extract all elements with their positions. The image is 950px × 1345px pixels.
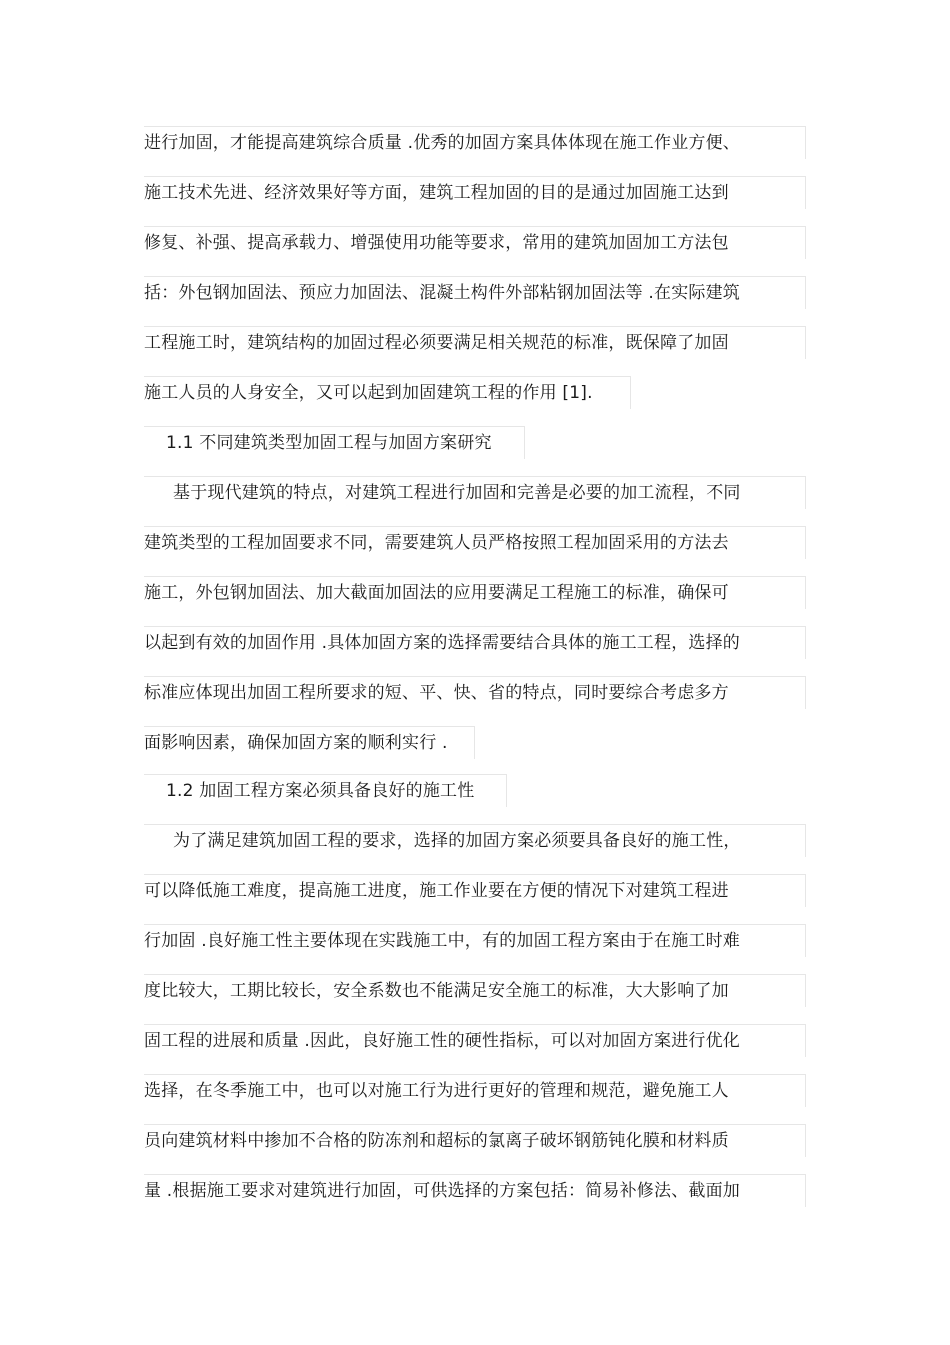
paragraph-line: 面影响因素，确保加固方案的顺利实行 . [144, 733, 448, 753]
paragraph-line: 以起到有效的加固作用 .具体加固方案的选择需要结合具体的施工工程，选择的 [144, 633, 741, 653]
paragraph-line: 度比较大，工期比较长，安全系数也不能满足安全施工的标准，大大影响了加 [144, 981, 729, 1001]
paragraph-line: 建筑类型的工程加固要求不同，需要建筑人员严格按照工程加固采用的方法去 [144, 533, 729, 553]
paragraph-line: 员向建筑材料中掺加不合格的防冻剂和超标的氯离子破坏钢筋钝化膜和材料质 [144, 1131, 729, 1151]
paragraph-line: 选择，在冬季施工中，也可以对施工行为进行更好的管理和规范，避免施工人 [144, 1081, 729, 1101]
paragraph-line: 固工程的进展和质量 .因此，良好施工性的硬性指标，可以对加固方案进行优化 [144, 1031, 741, 1051]
paragraph-line: 行加固 .良好施工性主要体现在实践施工中，有的加固工程方案由于在施工时难 [144, 931, 741, 951]
paragraph-line: 进行加固，才能提高建筑综合质量 .优秀的加固方案具体体现在施工作业方便、 [144, 133, 741, 153]
paragraph-line: 量 .根据施工要求对建筑进行加固，可供选择的方案包括：简易补修法、截面加 [144, 1181, 741, 1201]
paragraph-line: 修复、补强、提高承载力、增强使用功能等要求，常用的建筑加固加工方法包 [144, 233, 729, 253]
paragraph-line: 工程施工时，建筑结构的加固过程必须要满足相关规范的标准，既保障了加固 [144, 333, 729, 353]
paragraph-line: 为了满足建筑加固工程的要求，选择的加固方案必须要具备良好的施工性， [173, 831, 741, 851]
section-heading-1-1: 1.1 不同建筑类型加固工程与加固方案研究 [166, 433, 492, 453]
paragraph-line: 基于现代建筑的特点，对建筑工程进行加固和完善是必要的加工流程，不同 [173, 483, 741, 503]
paragraph-line: 括：外包钢加固法、预应力加固法、混凝土构件外部粘钢加固法等 .在实际建筑 [144, 283, 741, 303]
paragraph-line: 施工，外包钢加固法、加大截面加固法的应用要满足工程施工的标准，确保可 [144, 583, 729, 603]
paragraph-line: 标准应体现出加固工程所要求的短、平、快、省的特点，同时要综合考虑多方 [144, 683, 729, 703]
section-heading-1-2: 1.2 加固工程方案必须具备良好的施工性 [166, 781, 475, 801]
paragraph-line: 可以降低施工难度，提高施工进度，施工作业要在方便的情况下对建筑工程进 [144, 881, 729, 901]
paragraph-line: 施工人员的人身安全，又可以起到加固建筑工程的作用 [1]. [144, 383, 593, 403]
paragraph-line: 施工技术先进、经济效果好等方面，建筑工程加固的目的是通过加固施工达到 [144, 183, 729, 203]
